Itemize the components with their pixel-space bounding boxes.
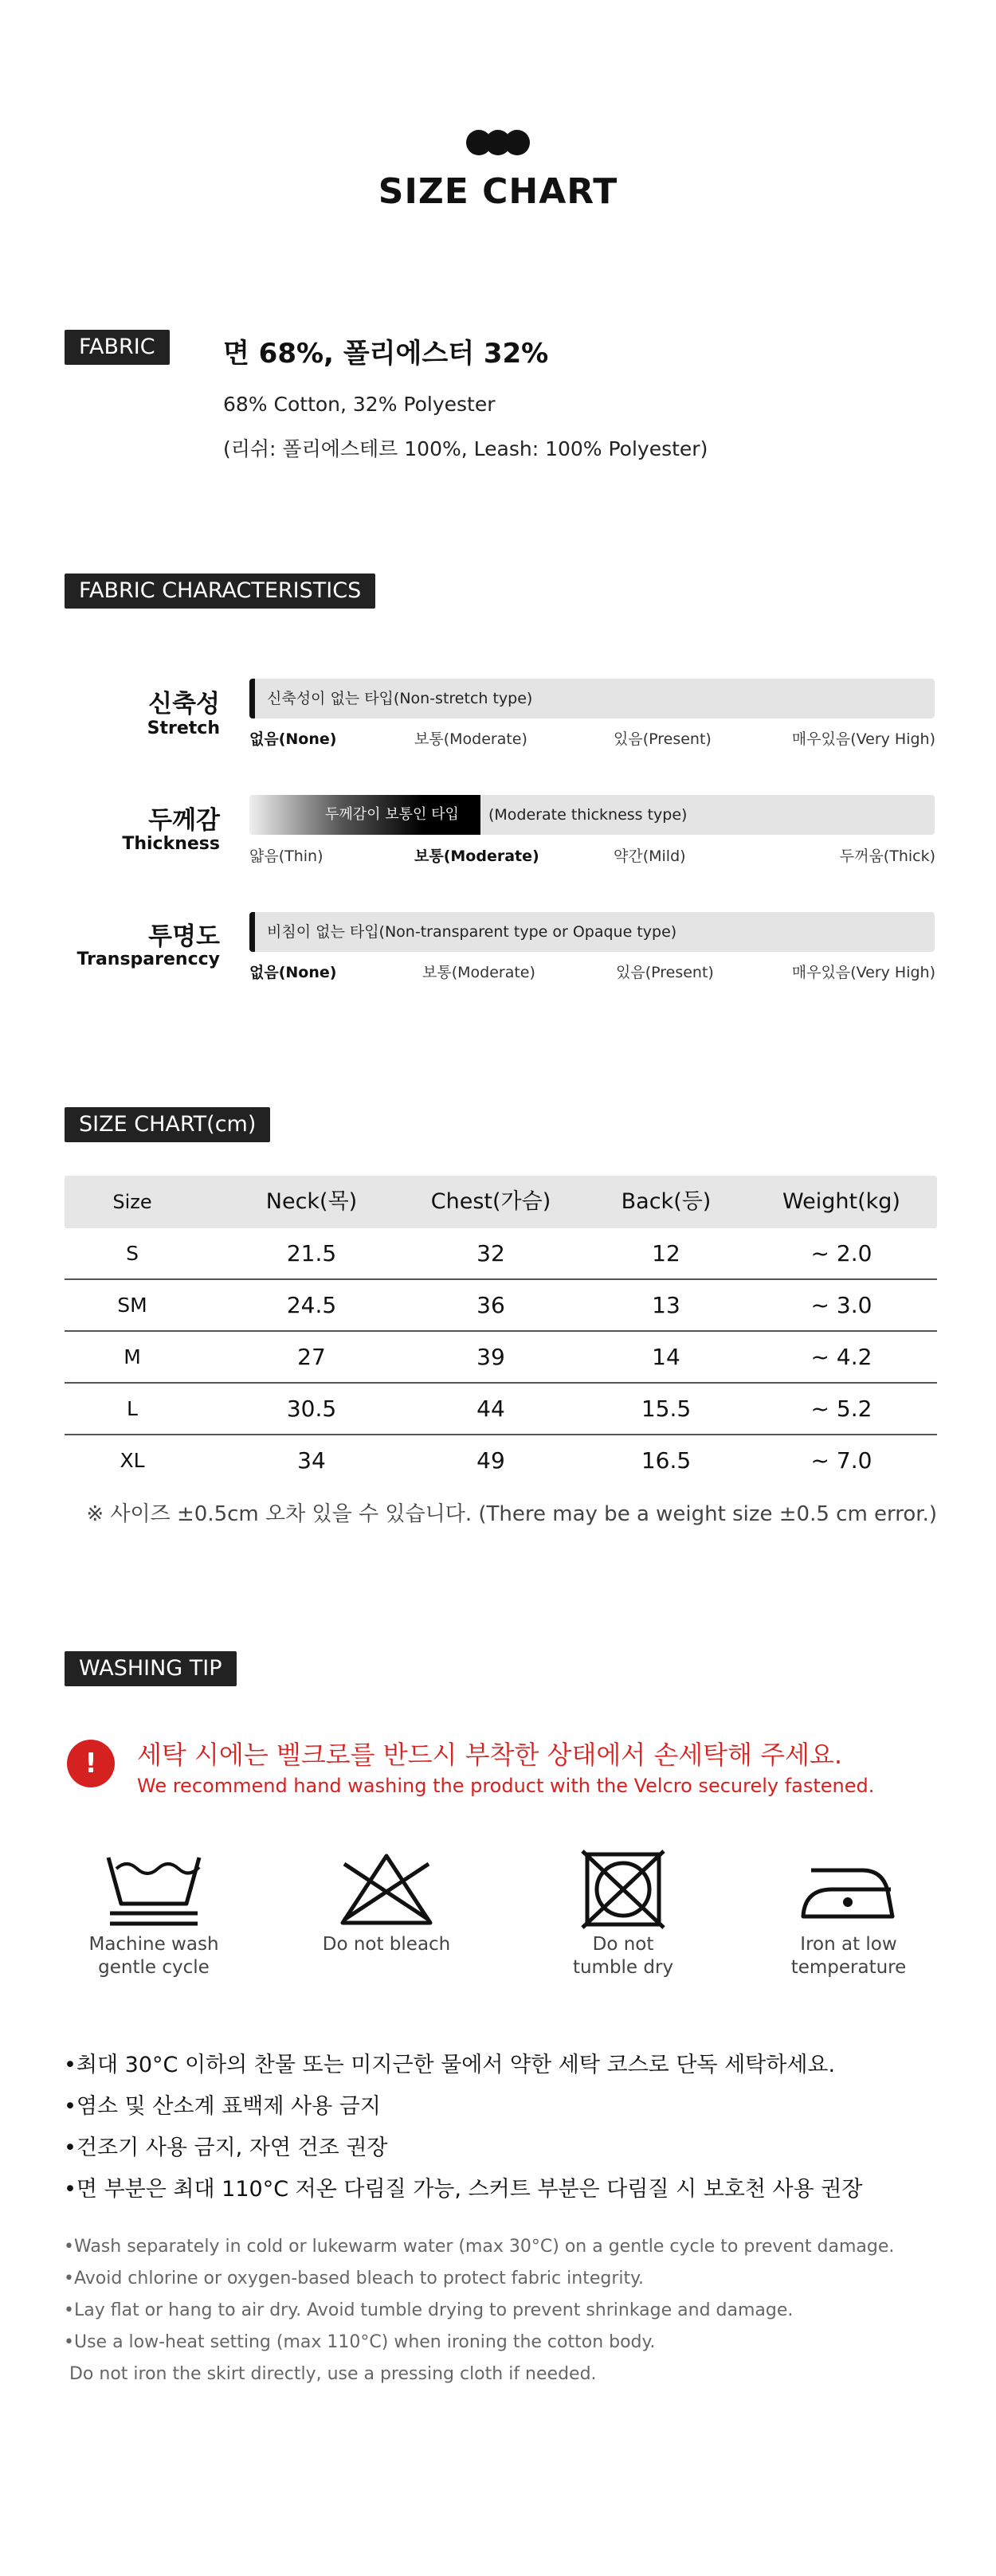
table-row [65, 1280, 937, 1332]
cell-chest: 49 [476, 1447, 505, 1474]
iron-low-icon [797, 1850, 900, 1929]
warning-icon: ! [67, 1740, 115, 1787]
cell-back: 15.5 [641, 1396, 692, 1422]
no-tumble-dry-icon [571, 1850, 675, 1929]
stretch-label-ko: 신축성 [148, 690, 220, 718]
tip-en-2: •Avoid chlorine or oxygen-based bleach to protect fabric integrity. [64, 2269, 644, 2288]
thickness-scale-0: 얇음(Thin) [249, 848, 324, 865]
thickness-bar [249, 795, 935, 835]
cell-size: L [127, 1397, 138, 1420]
wash-label-iron [753, 1933, 944, 1979]
warning-text-ko: 세탁 시에는 벨크로를 반드시 부착한 상태에서 손세탁해 주세요. [137, 1740, 843, 1770]
characteristics-tag: FABRIC CHARACTERISTICS [65, 574, 375, 609]
cell-back: 16.5 [641, 1447, 692, 1474]
no-bleach-icon [335, 1850, 438, 1929]
cell-back: 14 [652, 1344, 680, 1370]
cell-chest: 36 [476, 1292, 505, 1318]
wash-label-tumble [527, 1933, 719, 1979]
wash-label-tumble-line1: Do not [592, 1934, 654, 1955]
table-row [65, 1228, 937, 1280]
stretch-bar [249, 679, 935, 718]
cell-chest: 44 [476, 1396, 505, 1422]
stretch-scale-3: 매우있음(Very High) [791, 730, 935, 748]
table-row [65, 1435, 937, 1487]
transparency-bar-text: 비침이 없는 타입(Non-transparent type or Opaque type) [267, 923, 677, 941]
transparency-scale-1: 보통(Moderate) [422, 964, 535, 981]
tip-ko-1: •최대 30°C 이하의 찬물 또는 미지근한 물에서 약한 세탁 코스로 단독 세탁하세요. [64, 2053, 836, 2077]
cell-size: XL [120, 1449, 145, 1472]
fabric-tag: FABRIC [65, 330, 170, 365]
machine-wash-icon [102, 1850, 206, 1929]
table-row [65, 1384, 937, 1435]
wash-label-machine [58, 1933, 249, 1979]
transparency-scale-2: 있음(Present) [616, 964, 714, 981]
tip-en-3: •Lay flat or hang to air dry. Avoid tumble drying to prevent shrinkage and damage. [64, 2300, 794, 2320]
thickness-fill-text: 두께감이 보통인 타입 [325, 806, 459, 823]
thickness-label-ko: 두께감 [148, 806, 220, 835]
transparency-scale-3: 매우있음(Very High) [791, 964, 935, 981]
wash-label-bleach-line1: Do not bleach [322, 1934, 451, 1955]
cell-weight: ~ 4.2 [810, 1344, 872, 1370]
stretch-scale-0: 없음(None) [249, 730, 337, 748]
tip-ko-2: •염소 및 산소계 표백제 사용 금지 [64, 2094, 381, 2119]
header-weight: Weight(kg) [782, 1189, 900, 1214]
transparency-level-marker [249, 912, 255, 952]
fabric-korean: 면 68%, 폴리에스터 32% [223, 338, 549, 370]
cell-neck: 24.5 [286, 1292, 337, 1318]
table-row [65, 1332, 937, 1384]
size-table-header [65, 1176, 937, 1228]
logo-dots [466, 130, 530, 155]
thickness-scale-2: 약간(Mild) [614, 848, 686, 865]
wash-label-tumble-line2: tumble dry [572, 1957, 674, 1978]
thickness-scale-3: 두꺼움(Thick) [839, 848, 935, 865]
thickness-label-en: Thickness [122, 834, 220, 854]
cell-neck: 21.5 [286, 1240, 337, 1266]
transparency-label-ko: 투명도 [148, 922, 220, 951]
header-back: Back(등) [621, 1189, 712, 1214]
page-title: SIZE CHART [378, 171, 618, 212]
stretch-level-marker [249, 679, 255, 718]
thickness-scale-1: 보통(Moderate) [414, 848, 539, 865]
cell-neck: 30.5 [286, 1396, 337, 1422]
tip-en-5: Do not iron the skirt directly, use a pressing cloth if needed. [64, 2364, 597, 2384]
cell-chest: 39 [476, 1344, 505, 1370]
cell-size: S [126, 1242, 139, 1265]
transparency-bar [249, 912, 935, 952]
cell-size: M [124, 1345, 141, 1368]
tip-ko-3: •건조기 사용 금지, 자연 건조 권장 [64, 2136, 388, 2160]
cell-weight: ~ 2.0 [810, 1240, 872, 1266]
tip-ko-4: •면 부분은 최대 110°C 저온 다림질 가능, 스커트 부분은 다림질 시 보호천 사용 권장 [64, 2177, 863, 2202]
fabric-english: 68% Cotton, 32% Polyester [223, 393, 496, 416]
cell-back: 12 [652, 1240, 680, 1266]
cell-weight: ~ 5.2 [810, 1396, 872, 1422]
transparency-label-en: Transparenccy [76, 949, 220, 969]
header-neck: Neck(목) [265, 1189, 358, 1214]
washing-tip-tag: WASHING TIP [65, 1651, 237, 1686]
header-size: Size [112, 1191, 152, 1213]
wash-label-iron-line1: Iron at low [800, 1934, 897, 1955]
thickness-bar-text: (Moderate thickness type) [488, 806, 688, 824]
tip-en-1: •Wash separately in cold or lukewarm water (max 30°C) on a gentle cycle to prevent damage. [64, 2237, 895, 2257]
header-chest: Chest(가슴) [430, 1189, 551, 1214]
cell-neck: 34 [297, 1447, 326, 1474]
stretch-label-en: Stretch [147, 718, 220, 738]
cell-weight: ~ 7.0 [810, 1447, 872, 1474]
wash-label-bleach [291, 1933, 482, 1956]
warning-text-en: We recommend hand washing the product with the Velcro securely fastened. [137, 1775, 875, 1797]
stretch-scale-1: 보통(Moderate) [414, 730, 527, 748]
fabric-note: (리쉬: 폴리에스테르 100%, Leash: 100% Polyester) [223, 437, 708, 460]
size-chart-tag: SIZE CHART(cm) [65, 1107, 270, 1142]
cell-neck: 27 [297, 1344, 326, 1370]
stretch-scale-2: 있음(Present) [614, 730, 712, 748]
cell-size: SM [117, 1294, 147, 1317]
cell-back: 13 [652, 1292, 680, 1318]
cell-chest: 32 [476, 1240, 505, 1266]
tip-en-4: •Use a low-heat setting (max 110°C) when ironing the cotton body. [64, 2332, 656, 2352]
wash-label-iron-line2: temperature [790, 1957, 907, 1978]
size-error-note: ※ 사이즈 ±0.5cm 오차 있을 수 있습니다. (There may be a weight size ±0.5 cm error.) [86, 1502, 937, 1526]
stretch-bar-text: 신축성이 없는 타입(Non-stretch type) [267, 690, 533, 707]
cell-weight: ~ 3.0 [810, 1292, 872, 1318]
transparency-scale-0: 없음(None) [249, 964, 337, 981]
wash-label-machine-line2: gentle cycle [98, 1957, 210, 1978]
wash-label-machine-line1: Machine wash [88, 1934, 219, 1955]
